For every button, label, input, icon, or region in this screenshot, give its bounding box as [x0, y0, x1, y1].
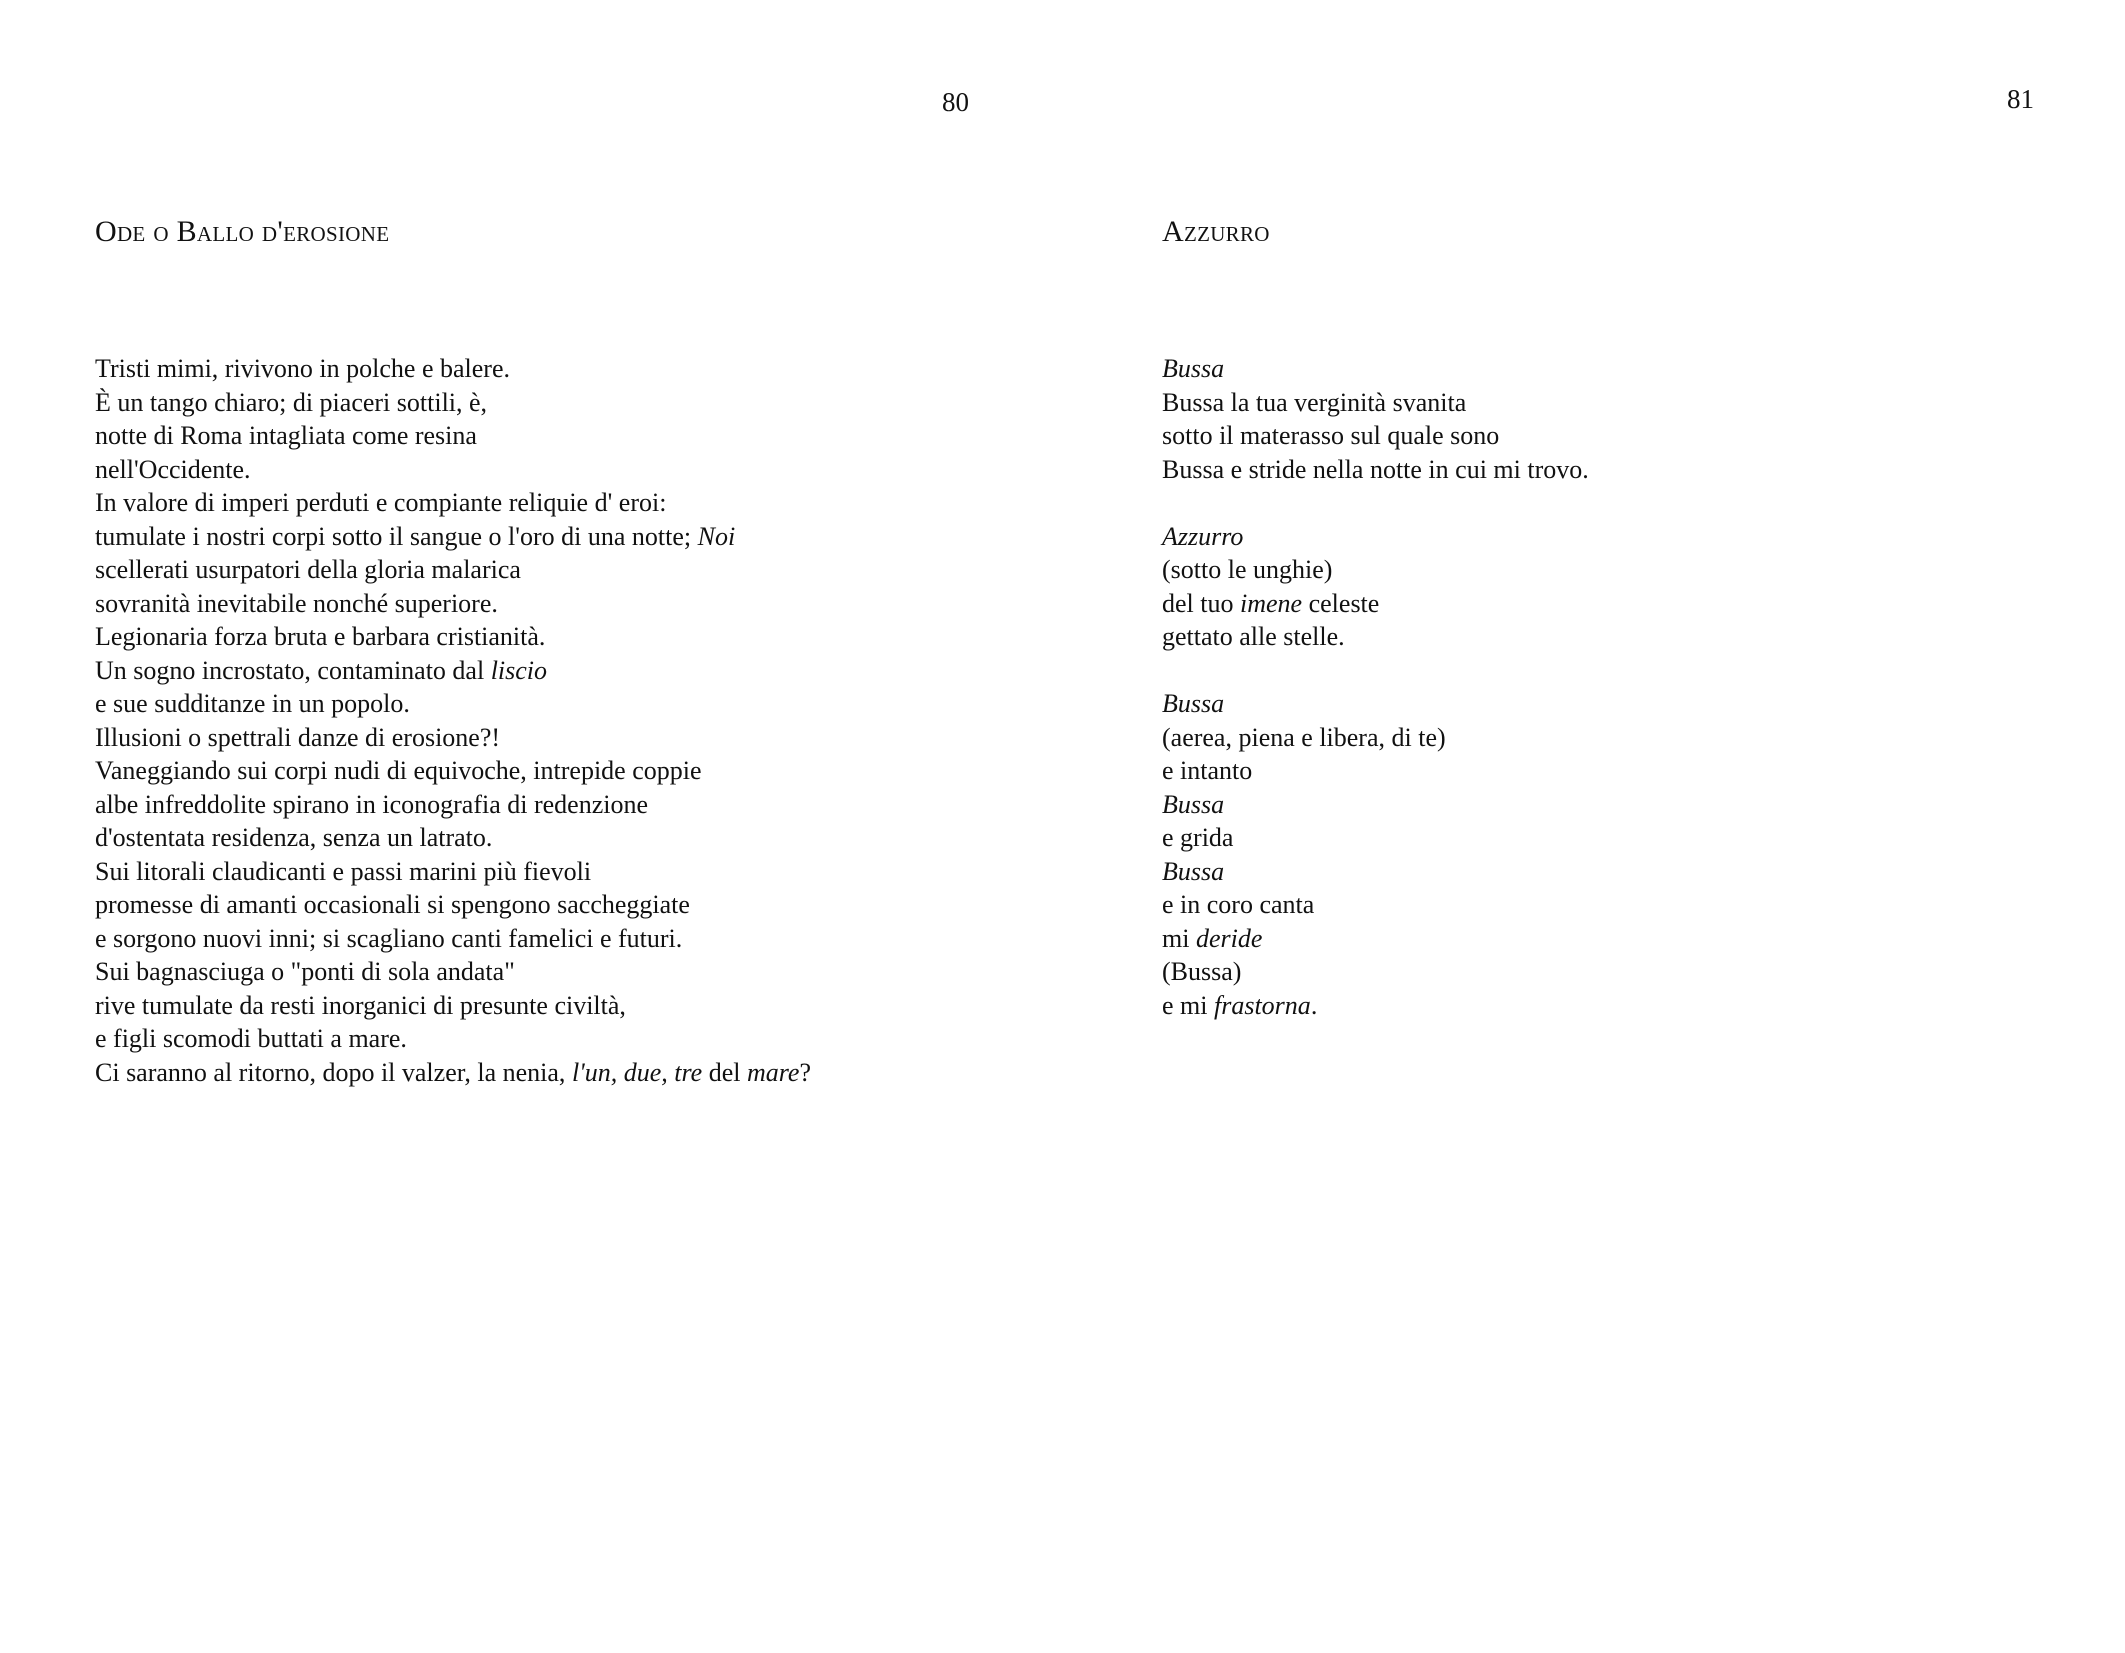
- verse-line: [95, 922, 1095, 956]
- verse-text: e mi: [1162, 990, 1214, 1020]
- page-number-right: 81: [2007, 84, 2034, 114]
- verse-text: ?: [799, 1057, 811, 1087]
- verse-line: [1162, 553, 2062, 587]
- verse-line: [95, 989, 1095, 1023]
- italic-text: liscio: [490, 655, 548, 685]
- verse-text: del tuo: [1162, 588, 1240, 618]
- verse-text: È un tango chiaro; di piaceri sottili, è,: [95, 387, 488, 417]
- verse-line: [1162, 821, 2062, 855]
- italic-text: imene: [1240, 588, 1303, 618]
- verse-line: [95, 687, 1095, 721]
- verse-text: Legionaria forza bruta e barbara cristianità.: [95, 622, 546, 651]
- verse-text: Sui litorali claudicanti e passi marini più fievoli: [95, 856, 592, 886]
- verse-text: d'ostentata residenza, senza un latrato.: [95, 823, 493, 852]
- verse-text: sovranità inevitabile nonché superiore.: [95, 588, 498, 618]
- italic-text: Noi: [697, 521, 736, 551]
- verse-line: [95, 587, 1095, 621]
- italic-text: l'un, due, tre: [571, 1057, 703, 1087]
- italic-text: deride: [1195, 923, 1263, 953]
- poem-body-left: [95, 352, 1095, 1089]
- verse-text: tumulate i nostri corpi sotto il sangue o l'oro di una notte;: [95, 521, 698, 551]
- verse-text: e grida: [1162, 823, 1234, 852]
- verse-text: notte di Roma intagliata come resina: [95, 421, 477, 450]
- verse-text: promesse di amanti occasionali si spengono saccheggiate: [95, 890, 690, 919]
- verse-line: [1162, 754, 2062, 788]
- verse-line: [1162, 721, 2062, 755]
- verse-text: Un sogno incrostato, contaminato dal: [95, 655, 491, 685]
- page-number-left: 80: [942, 87, 969, 117]
- italic-text: Bussa: [1162, 789, 1225, 819]
- verse-text: e intanto: [1162, 756, 1253, 785]
- verse-text: rive tumulate da resti inorganici di presunte civiltà,: [95, 990, 626, 1020]
- verse-line: [95, 888, 1095, 922]
- verse-text: albe infreddolite spirano in iconografia di redenzione: [95, 789, 649, 819]
- stanza-break: [1162, 486, 2062, 520]
- verse-text: Bussa la tua verginità svanita: [1162, 387, 1467, 417]
- verse-line: [1162, 955, 2062, 989]
- verse-line: [1162, 922, 2062, 956]
- italic-text: mare: [746, 1057, 800, 1087]
- verse-line: [95, 520, 1095, 554]
- verse-line: [95, 1022, 1095, 1056]
- verse-text: .: [1310, 990, 1318, 1020]
- verse-line: [1162, 687, 2062, 721]
- verse-line: [95, 486, 1095, 520]
- verse-line: [95, 352, 1095, 386]
- verse-text: Tristi mimi, rivivono in polche e balere.: [95, 354, 510, 383]
- verse-line: [95, 754, 1095, 788]
- verse-line: [1162, 788, 2062, 822]
- verse-line: [95, 1056, 1095, 1090]
- verse-line: [95, 419, 1095, 453]
- verse-text: del: [702, 1057, 747, 1087]
- verse-text: gettato alle stelle.: [1162, 622, 1345, 651]
- verse-line: [1162, 888, 2062, 922]
- poem-title-right: Azzurro: [1162, 215, 1270, 248]
- verse-text: sotto il materasso sul quale sono: [1162, 421, 1500, 450]
- verse-text: Vaneggiando sui corpi nudi di equivoche, intrepide coppie: [95, 756, 702, 785]
- verse-text: mi: [1162, 923, 1196, 953]
- verse-line: [95, 654, 1095, 688]
- verse-text: scellerati usurpatori della gloria malarica: [95, 555, 521, 584]
- verse-text: e figli scomodi buttati a mare.: [95, 1024, 407, 1053]
- verse-line: [1162, 453, 2062, 487]
- verse-line: [95, 721, 1095, 755]
- verse-line: [95, 386, 1095, 420]
- verse-line: [1162, 989, 2062, 1023]
- verse-text: e in coro canta: [1162, 890, 1315, 919]
- verse-line: [95, 553, 1095, 587]
- verse-line: [95, 855, 1095, 889]
- verse-text: Ci saranno al ritorno, dopo il valzer, la nenia,: [95, 1057, 572, 1087]
- verse-text: celeste: [1302, 588, 1380, 618]
- verse-line: [95, 788, 1095, 822]
- verse-line: [1162, 419, 2062, 453]
- verse-line: [1162, 386, 2062, 420]
- poem-title-left: Ode o Ballo d'erosione: [95, 215, 390, 248]
- italic-text: Azzurro: [1162, 521, 1244, 551]
- verse-text: e sue sudditanze in un popolo.: [95, 689, 410, 718]
- verse-line: [95, 620, 1095, 654]
- poem-body-right: [1162, 352, 2062, 1022]
- verse-line: [95, 453, 1095, 487]
- verse-text: (sotto le unghie): [1162, 555, 1333, 584]
- verse-line: [1162, 352, 2062, 386]
- verse-line: [1162, 620, 2062, 654]
- stanza-break: [1162, 654, 2062, 688]
- verse-text: Illusioni o spettrali danze di erosione?!: [95, 722, 501, 752]
- verse-text: Sui bagnasciuga o "ponti di sola andata": [95, 957, 515, 986]
- verse-text: Bussa e stride nella notte in cui mi trovo.: [1162, 454, 1589, 484]
- verse-line: [95, 955, 1095, 989]
- verse-text: In valore di imperi perduti e compiante reliquie d' eroi:: [95, 488, 667, 517]
- verse-text: (Bussa): [1162, 957, 1242, 986]
- verse-text: (aerea, piena e libera, di te): [1162, 722, 1446, 752]
- verse-text: e sorgono nuovi inni; si scagliano canti famelici e futuri.: [95, 923, 683, 953]
- verse-text: nell'Occidente.: [95, 454, 251, 484]
- italic-text: Bussa: [1162, 689, 1225, 718]
- italic-text: Bussa: [1162, 354, 1225, 383]
- verse-line: [1162, 587, 2062, 621]
- verse-line: [1162, 855, 2062, 889]
- verse-line: [95, 821, 1095, 855]
- italic-text: frastorna: [1214, 990, 1311, 1020]
- verse-line: [1162, 520, 2062, 554]
- italic-text: Bussa: [1162, 856, 1225, 886]
